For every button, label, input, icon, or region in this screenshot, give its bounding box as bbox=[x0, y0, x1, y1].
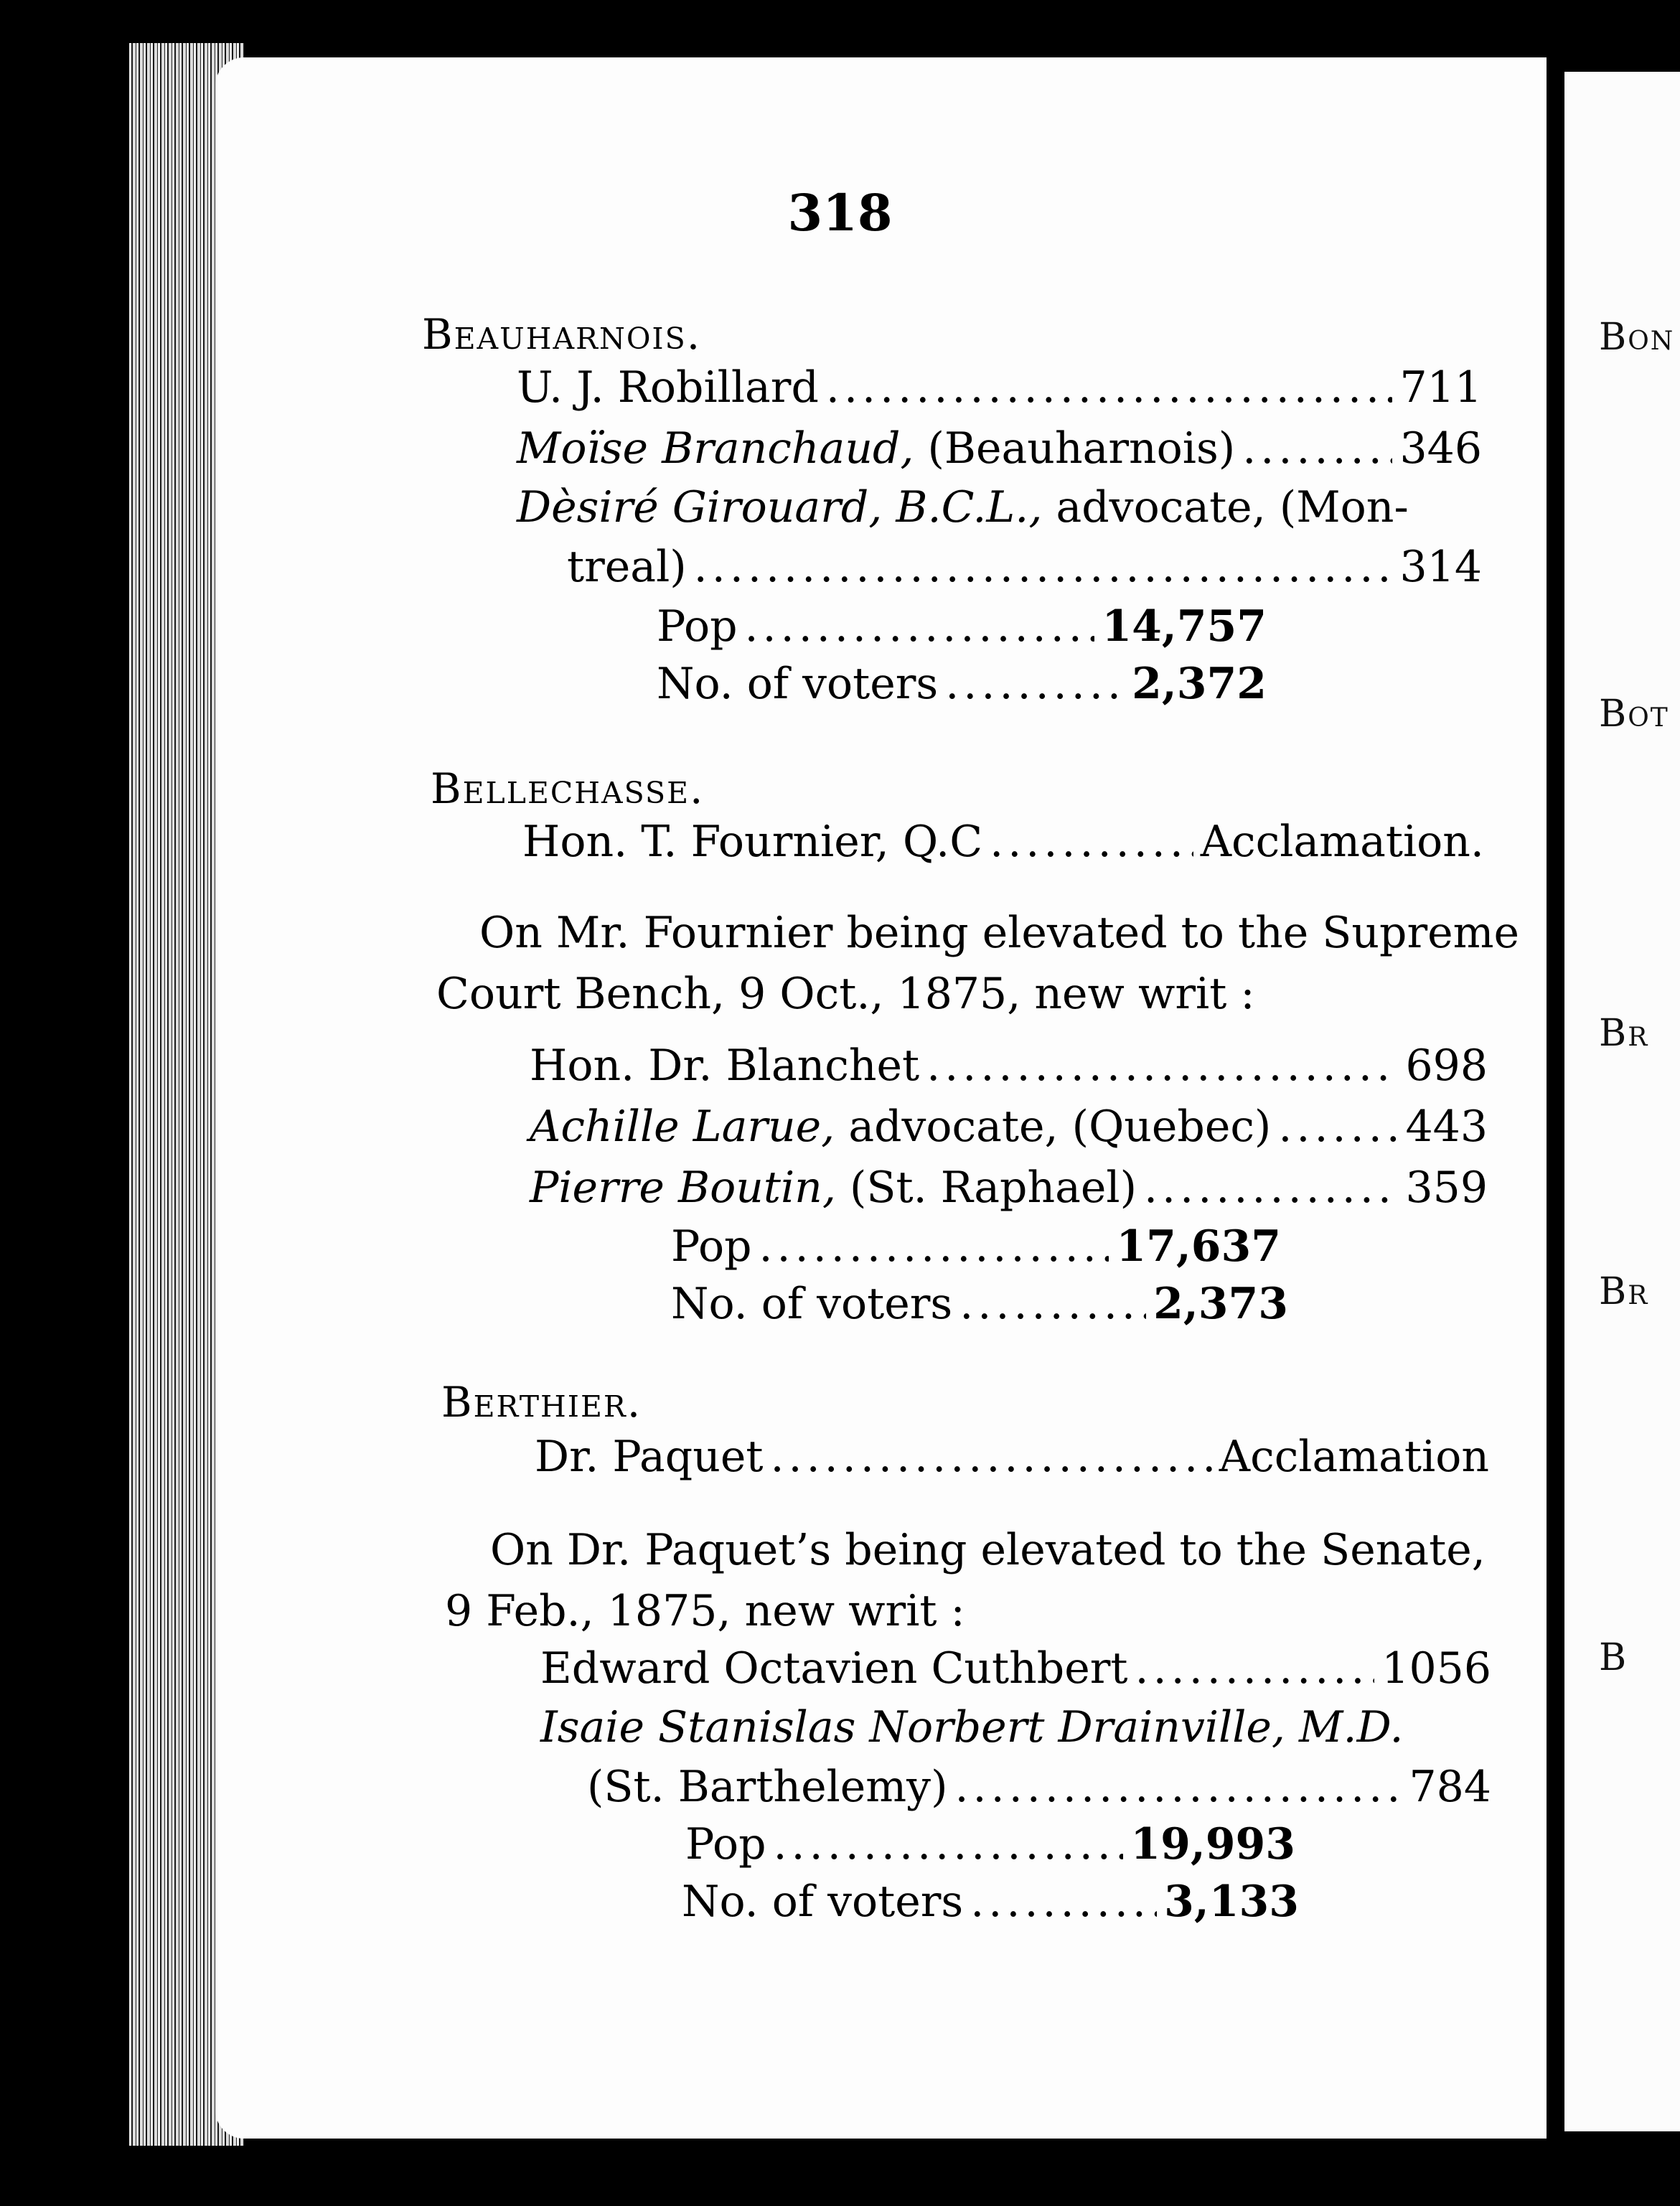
candidate-name: Isaie Stanislas Norbert Drainville, M.D. bbox=[540, 1702, 1404, 1752]
note-text: On Mr. Fournier being elevated to the Supreme bbox=[479, 908, 1520, 958]
candidate-name: Edward Octavien Cuthbert bbox=[540, 1643, 1128, 1694]
population-value: 14,757 bbox=[1102, 601, 1267, 652]
dot-leader bbox=[1135, 1643, 1375, 1694]
vote-count: 314 bbox=[1399, 542, 1482, 592]
voters-value: 2,372 bbox=[1132, 659, 1267, 709]
facing-page-fragment: Br bbox=[1599, 1270, 1649, 1313]
candidate-name: Dèsiré Girouard, B.C.L., bbox=[517, 482, 1043, 532]
candidate-name: Hon. T. Fournier, Q.C bbox=[522, 817, 983, 867]
dot-leader bbox=[1278, 1102, 1398, 1152]
facing-page bbox=[1564, 72, 1680, 2131]
section-heading: Beauharnois. bbox=[422, 310, 702, 359]
candidate-detail: (St. Barthelemy) bbox=[587, 1762, 948, 1812]
population-label: Pop bbox=[685, 1819, 766, 1869]
voters-row bbox=[657, 659, 1267, 709]
candidate-row bbox=[535, 1432, 1489, 1482]
section-heading: Berthier. bbox=[441, 1378, 642, 1427]
voters-value: 2,373 bbox=[1153, 1279, 1288, 1329]
dot-leader bbox=[826, 362, 1393, 413]
candidate-row bbox=[517, 423, 1482, 474]
dot-leader bbox=[694, 542, 1393, 592]
dot-leader bbox=[959, 1279, 1146, 1329]
note-text: Court Bench, 9 Oct., 1875, new writ : bbox=[436, 969, 1255, 1019]
voters-label: No. of voters bbox=[682, 1877, 964, 1927]
candidate-row-continuation bbox=[567, 542, 1482, 592]
candidate-row bbox=[517, 482, 1409, 532]
population-row bbox=[671, 1221, 1281, 1272]
voters-label: No. of voters bbox=[671, 1279, 953, 1329]
candidate-name: Dr. Paquet bbox=[535, 1432, 764, 1482]
candidate-row bbox=[530, 1041, 1488, 1091]
dot-leader bbox=[1144, 1163, 1398, 1213]
vote-count: 346 bbox=[1399, 423, 1482, 474]
candidate-name: Achille Larue, bbox=[530, 1102, 835, 1152]
population-label: Pop bbox=[671, 1221, 752, 1272]
note-text: On Dr. Paquet’s being elevated to the Senate, bbox=[490, 1525, 1486, 1575]
voters-row bbox=[682, 1877, 1299, 1927]
candidate-row-continuation bbox=[587, 1762, 1491, 1812]
facing-page-fragment: Bot bbox=[1599, 693, 1669, 736]
candidate-name: Hon. Dr. Blanchet bbox=[530, 1041, 920, 1091]
page-number: 318 bbox=[787, 183, 893, 243]
section-heading: Bellechasse. bbox=[431, 764, 705, 813]
candidate-name: Moïse Branchaud, bbox=[517, 423, 914, 474]
election-result: Acclamation bbox=[1219, 1432, 1489, 1482]
candidate-detail: treal) bbox=[567, 542, 687, 592]
candidate-detail: advocate, (Mon- bbox=[1042, 482, 1409, 532]
candidate-detail: advocate, (Quebec) bbox=[835, 1102, 1272, 1152]
candidate-row bbox=[517, 362, 1482, 413]
population-row bbox=[657, 601, 1267, 652]
candidate-row bbox=[530, 1163, 1488, 1213]
dot-leader bbox=[744, 601, 1094, 652]
dot-leader bbox=[970, 1877, 1157, 1927]
population-label: Pop bbox=[657, 601, 738, 652]
candidate-row bbox=[530, 1102, 1488, 1152]
population-value: 19,993 bbox=[1130, 1819, 1295, 1869]
dot-leader bbox=[773, 1819, 1123, 1869]
vote-count: 443 bbox=[1405, 1102, 1488, 1152]
dot-leader bbox=[954, 1762, 1402, 1812]
facing-page-fragment: Br bbox=[1599, 1012, 1649, 1055]
dot-leader bbox=[990, 817, 1193, 867]
dot-leader bbox=[770, 1432, 1211, 1482]
vote-count: 784 bbox=[1409, 1762, 1491, 1812]
facing-page-fragment: B bbox=[1599, 1636, 1628, 1679]
voters-value: 3,133 bbox=[1164, 1877, 1299, 1927]
dot-leader bbox=[926, 1041, 1398, 1091]
voters-label: No. of voters bbox=[657, 659, 939, 709]
note-text: 9 Feb., 1875, new writ : bbox=[445, 1586, 965, 1636]
population-value: 17,637 bbox=[1116, 1221, 1281, 1272]
voters-row bbox=[671, 1279, 1288, 1329]
candidate-detail: (St. Raphael) bbox=[835, 1163, 1137, 1213]
dot-leader bbox=[1242, 423, 1392, 474]
vote-count: 1056 bbox=[1381, 1643, 1491, 1694]
vote-count: 359 bbox=[1405, 1163, 1488, 1213]
candidate-row bbox=[522, 817, 1484, 867]
vote-count: 698 bbox=[1405, 1041, 1488, 1091]
dot-leader bbox=[945, 659, 1125, 709]
dot-leader bbox=[759, 1221, 1109, 1272]
election-result: Acclamation. bbox=[1200, 817, 1484, 867]
candidate-name: Pierre Boutin, bbox=[530, 1163, 836, 1213]
facing-page-fragment: Bon bbox=[1599, 316, 1675, 359]
population-row bbox=[685, 1819, 1295, 1869]
candidate-name: U. J. Robillard bbox=[517, 362, 819, 413]
vote-count: 711 bbox=[1399, 362, 1482, 413]
candidate-row bbox=[540, 1643, 1491, 1694]
candidate-detail: (Beauharnois) bbox=[914, 423, 1236, 474]
